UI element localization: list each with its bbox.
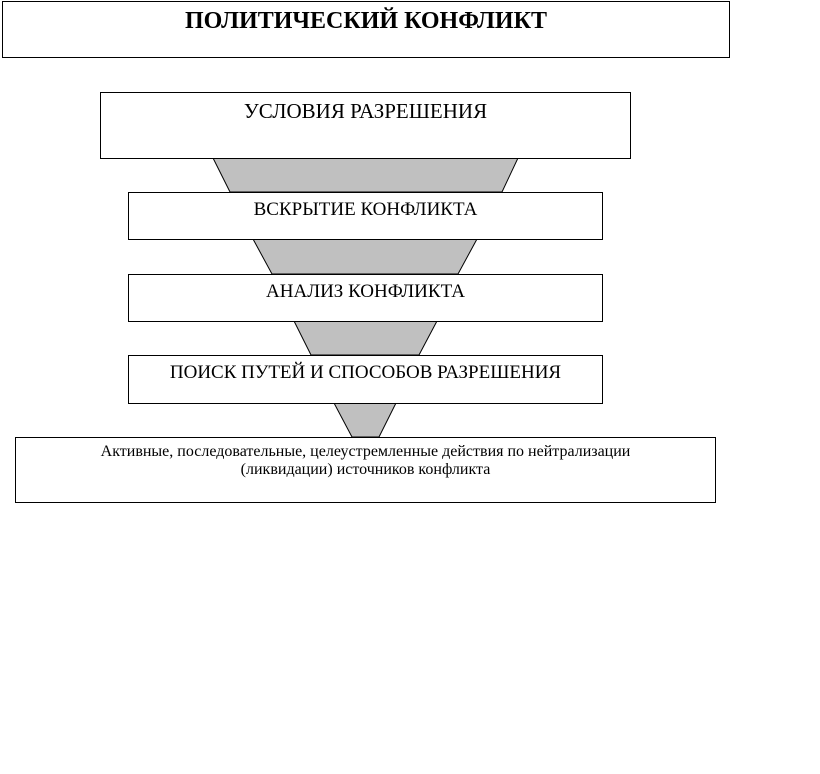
diagram-title: ПОЛИТИЧЕСКИЙ КОНФЛИКТ bbox=[185, 8, 547, 34]
funnel-segment-4 bbox=[334, 403, 396, 437]
step-analysis-box bbox=[128, 274, 603, 322]
diagram-title-box bbox=[2, 1, 730, 58]
step-search-box bbox=[128, 355, 603, 404]
step-analysis-label: АНАЛИЗ КОНФЛИКТА bbox=[266, 281, 465, 302]
funnel-segment-3 bbox=[294, 321, 437, 355]
step-search-label: ПОИСК ПУТЕЙ И СПОСОБОВ РАЗРЕШЕНИЯ bbox=[169, 362, 562, 383]
step-opening-label: ВСКРЫТИЕ КОНФЛИКТА bbox=[253, 199, 478, 220]
step-conditions-box bbox=[100, 92, 631, 159]
step-opening-box bbox=[128, 192, 603, 240]
result-actions-box bbox=[15, 437, 716, 503]
result-text-line-2: (ликвидации) источников конфликта bbox=[240, 461, 491, 479]
funnel-segment-2 bbox=[253, 239, 477, 274]
funnel-segment-1 bbox=[213, 158, 518, 192]
step-conditions-label: УСЛОВИЯ РАЗРЕШЕНИЯ bbox=[243, 99, 488, 123]
result-text-line-1: Активные, последовательные, целеустремленные действия по нейтрализации bbox=[100, 443, 631, 460]
